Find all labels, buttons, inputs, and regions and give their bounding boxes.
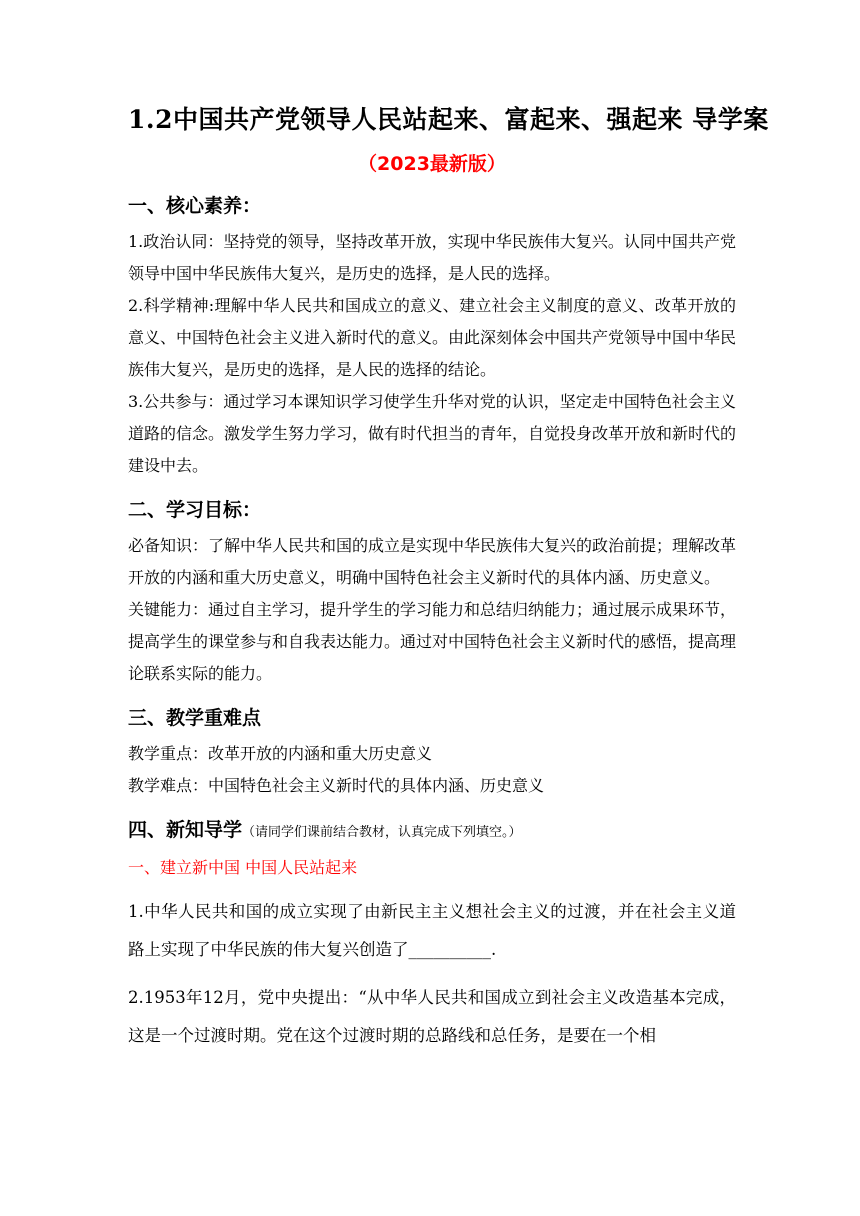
section-learning-goals (128, 496, 736, 690)
section-heading-note: （请同学们课前结合教材，认真完成下列填空。） (242, 825, 522, 840)
fill-in-paragraph: 1.中华人民共和国的成立实现了由新民主主义想社会主义的过渡，并在社会主义道路上实现了中华民族的伟大复兴创造了__________. (128, 902, 736, 959)
sub-heading: 一、建立新中国 中国人民站起来 (128, 858, 358, 877)
section-key-difficulties (128, 704, 736, 802)
section-heading: 一、核心素养： (128, 195, 262, 217)
paragraph: 教学重点：改革开放的内涵和重大历史意义 (128, 744, 433, 763)
section-heading (128, 816, 736, 847)
paragraph: 1.政治认同：坚持党的领导，坚持改革开放，实现中华民族伟大复兴。认同中国共产党领导中国中华民族伟大复兴，是历史的选择，是人民的选择。 (128, 232, 736, 283)
document-title: 1.2中国共产党领导人民站起来、富起来、强起来 导学案 (128, 105, 769, 134)
section-heading: 三、教学重难点 (128, 707, 262, 729)
document-subtitle: （2023最新版） (358, 153, 506, 175)
section-new-knowledge (128, 816, 736, 1055)
paragraph: 2.科学精神:理解中华人民共和国成立的意义、建立社会主义制度的意义、改革开放的意义、中国特色社会主义进入新时代的意义。由此深刻体会中国共产党领导中国中华民族伟大复兴，是历史的选择，是人民的选择的结论。 (128, 296, 737, 379)
section-heading: 二、学习目标： (128, 499, 262, 521)
paragraph: 必备知识：了解中华人民共和国的成立是实现中华民族伟大复兴的政治前提；理解改革开放的内涵和重大历史意义，明确中国特色社会主义新时代的具体内涵、历史意义。 (128, 536, 737, 587)
paragraph: 关键能力：通过自主学习，提升学生的学习能力和总结归纳能力；通过展示成果环节，提高学生的课堂参与和自我表达能力。通过对中国特色社会主义新时代的感悟，提高理论联系实际的能力。 (128, 600, 737, 683)
section-heading-text: 四、新知导学 (128, 819, 243, 841)
paragraph: 2.1953年12月，党中央提出：“从中华人民共和国成立到社会主义改造基本完成，这是一个过渡时期。党在这个过渡时期的总路线和总任务，是要在一个相 (128, 988, 736, 1045)
section-core-literacy (128, 192, 736, 482)
paragraph: 3.公共参与：通过学习本课知识学习使学生升华对党的认识，坚定走中国特色社会主义道路的信念。激发学生努力学习，做有时代担当的青年，自觉投身改革开放和新时代的建设中去。 (128, 392, 737, 475)
paragraph: 教学难点：中国特色社会主义新时代的具体内涵、历史意义 (128, 776, 545, 795)
